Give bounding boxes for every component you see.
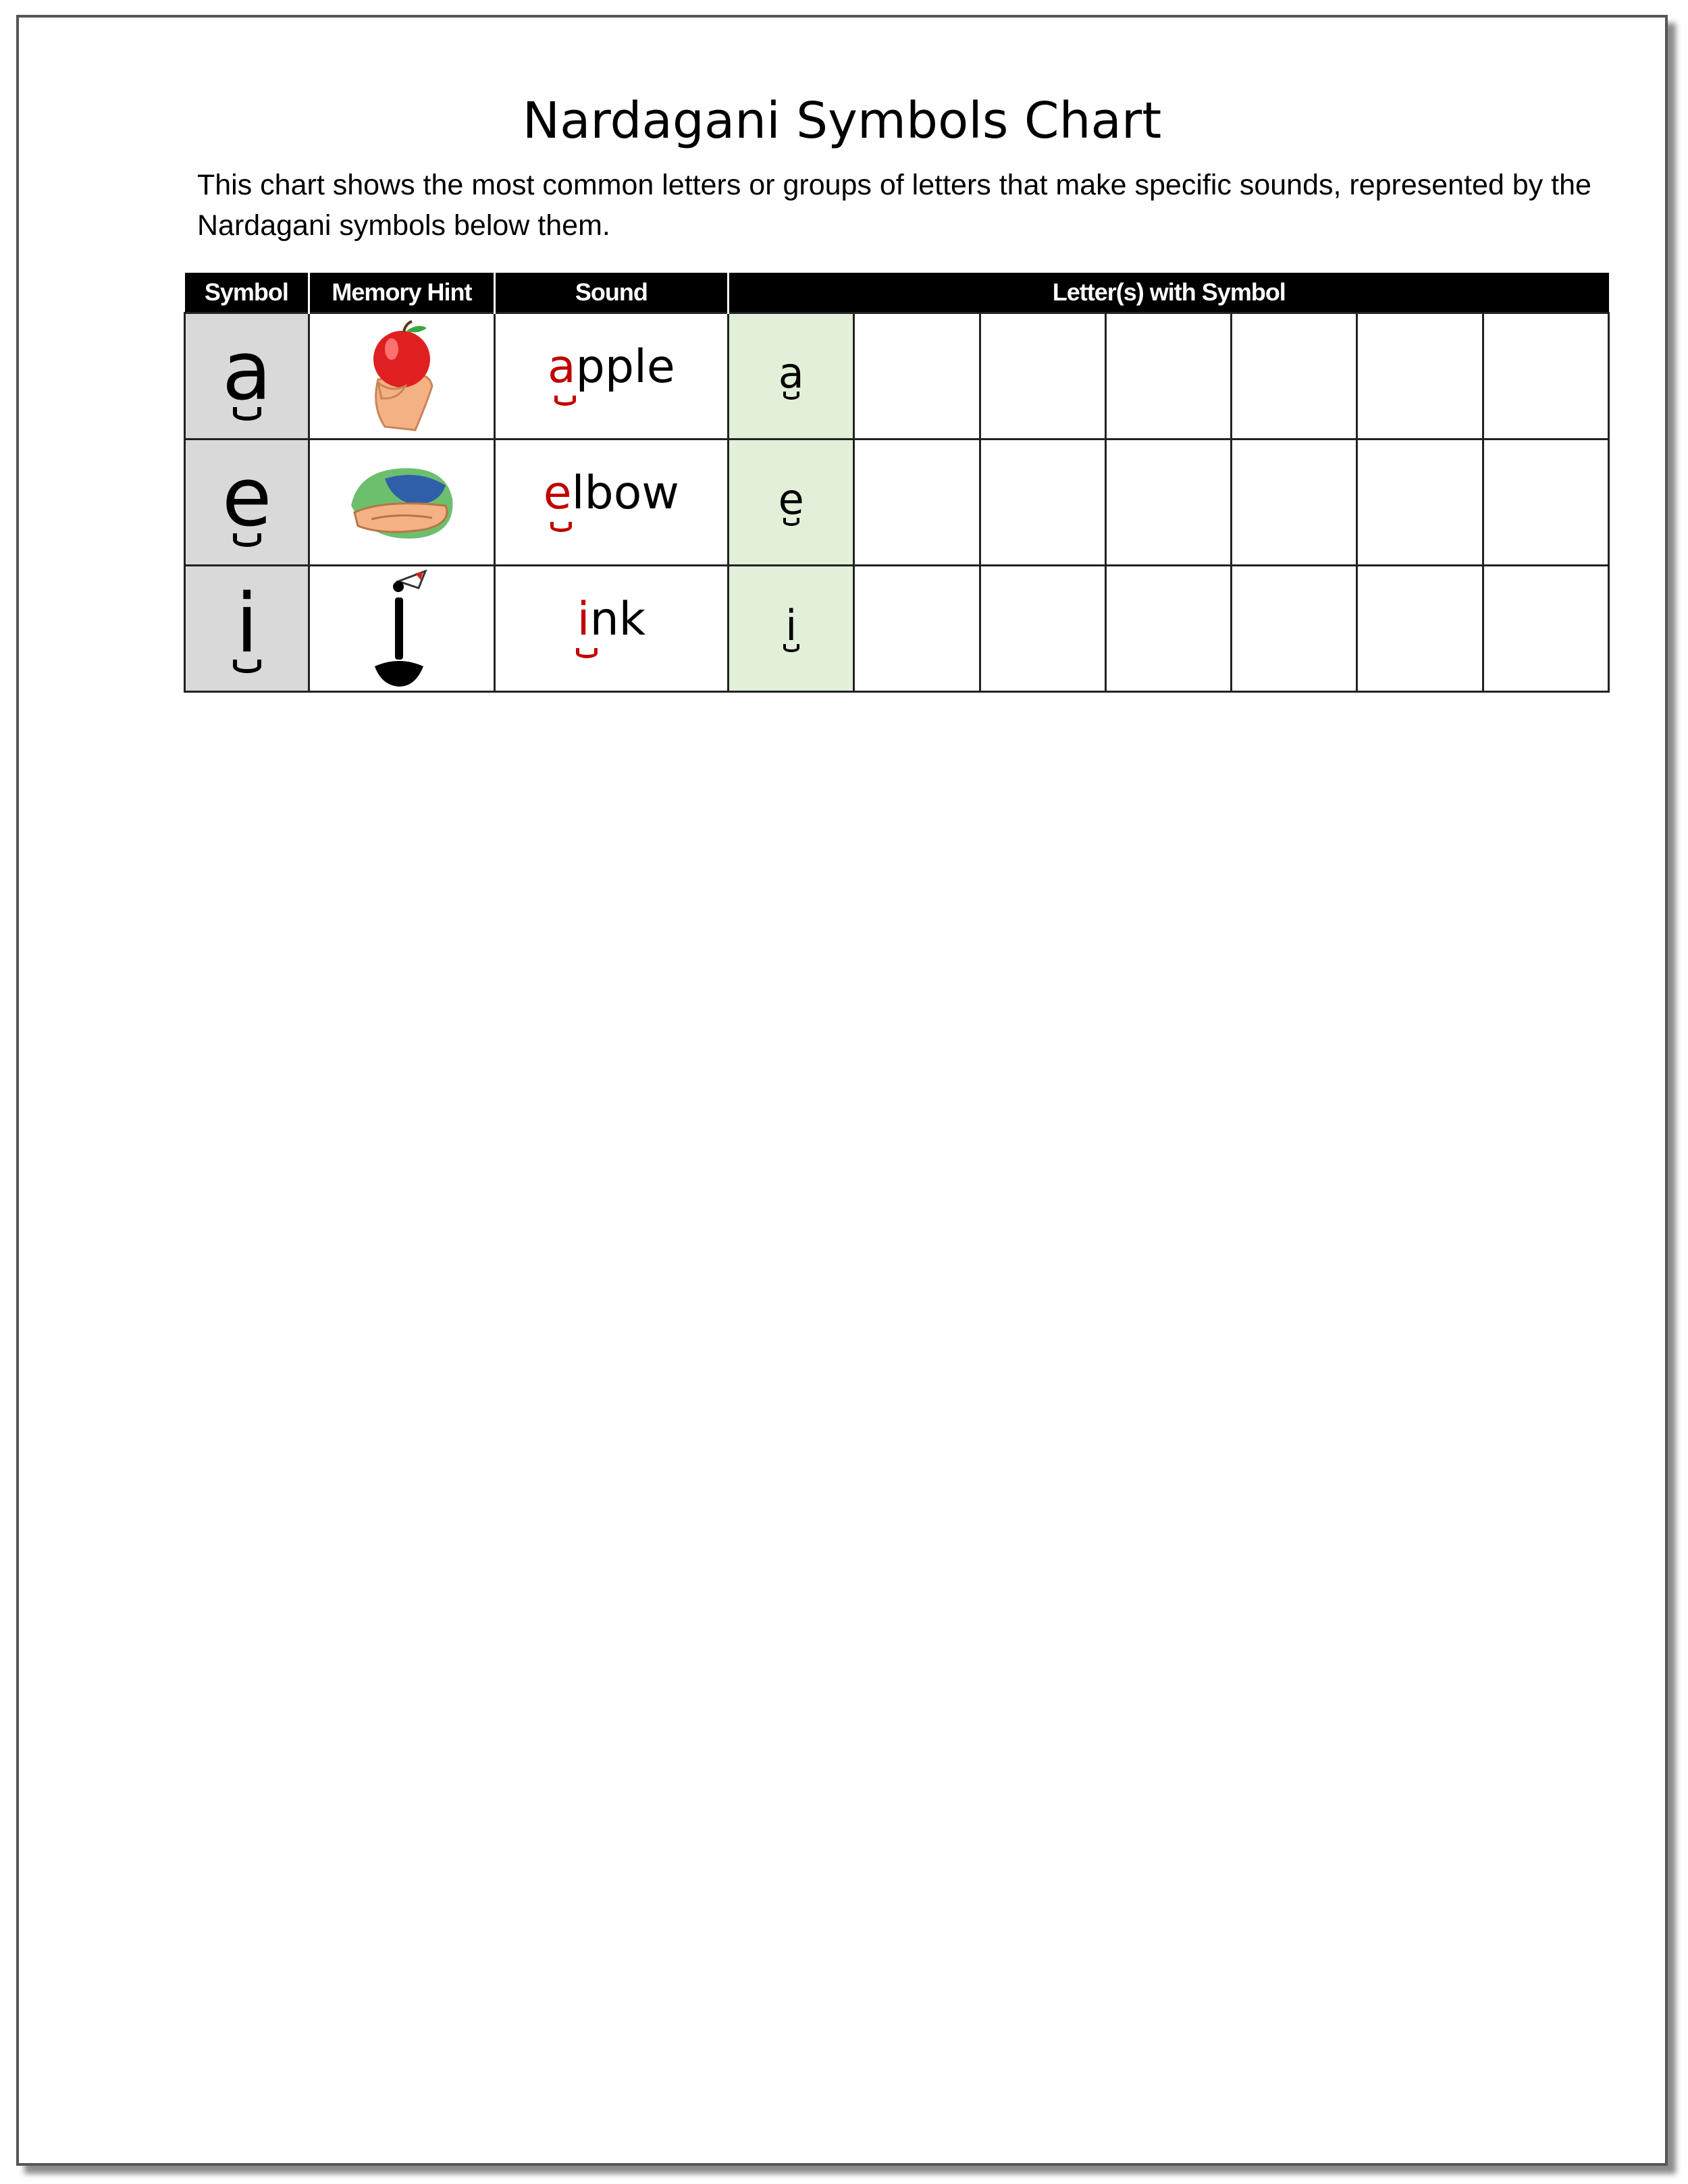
letter-cell-empty[interactable] — [1232, 440, 1357, 566]
letter-cell-empty[interactable] — [1483, 566, 1608, 692]
document-page — [16, 15, 1668, 2166]
chart-description: This chart shows the most common letters or groups of letters that make specific sounds, represented by the Nardagani symbols below them. — [197, 169, 1591, 242]
header-symbol: Symbol — [185, 273, 309, 313]
sound-word: e lbow — [544, 467, 679, 520]
elbow-icon — [344, 458, 459, 546]
letter-cell — [729, 313, 854, 440]
header-memory-hint: Memory Hint — [309, 273, 494, 313]
table-row — [185, 566, 1609, 692]
letter-cell-empty[interactable] — [980, 566, 1105, 692]
sound-cell — [494, 440, 728, 566]
letter-cell-empty[interactable] — [1357, 440, 1483, 566]
sound-word: i nk — [577, 593, 645, 646]
symbol-cell — [185, 313, 309, 440]
letter-cell-empty[interactable] — [1105, 566, 1231, 692]
nardagani-symbol: i — [233, 584, 261, 673]
letter-cell-empty[interactable] — [980, 440, 1105, 566]
letter-cell-empty[interactable] — [1232, 566, 1357, 692]
letter-cell-empty[interactable] — [980, 313, 1105, 440]
header-letters-with-symbol: Letter(s) with Symbol — [729, 273, 1609, 313]
memory-hint-cell — [309, 566, 494, 692]
letter-cell-empty[interactable] — [1232, 313, 1357, 440]
letter-cell-empty[interactable] — [1483, 440, 1608, 566]
symbol-cell — [185, 566, 309, 692]
sound-cell — [494, 566, 728, 692]
letter-cell-empty[interactable] — [854, 566, 980, 692]
table-row — [185, 313, 1609, 440]
letter-cell-empty[interactable] — [854, 440, 980, 566]
header-sound: Sound — [494, 273, 728, 313]
letter-symbol: e — [779, 479, 804, 526]
letter-symbol: i — [783, 605, 799, 652]
letter-symbol: a — [779, 352, 804, 400]
memory-hint-cell — [309, 440, 494, 566]
memory-hint-cell — [309, 313, 494, 440]
sound-cell — [494, 313, 728, 440]
letter-cell — [729, 566, 854, 692]
nardagani-symbol: e — [222, 458, 272, 547]
table-header-row — [185, 273, 1609, 313]
nardagani-symbol: a — [222, 331, 272, 421]
symbol-cell — [185, 440, 309, 566]
letter-cell-empty[interactable] — [1105, 313, 1231, 440]
apple-in-hand-icon — [351, 319, 452, 433]
table-row — [185, 440, 1609, 566]
page-title: Nardagani Symbols Chart — [522, 92, 1162, 150]
letter-cell-empty[interactable] — [1357, 313, 1483, 440]
ink-pen-icon — [361, 568, 442, 689]
letter-cell — [729, 440, 854, 566]
sound-word: a pple — [548, 340, 675, 394]
letter-cell-empty[interactable] — [854, 313, 980, 440]
symbols-table — [184, 273, 1610, 693]
letter-cell-empty[interactable] — [1105, 440, 1231, 566]
letter-cell-empty[interactable] — [1483, 313, 1608, 440]
letter-cell-empty[interactable] — [1357, 566, 1483, 692]
